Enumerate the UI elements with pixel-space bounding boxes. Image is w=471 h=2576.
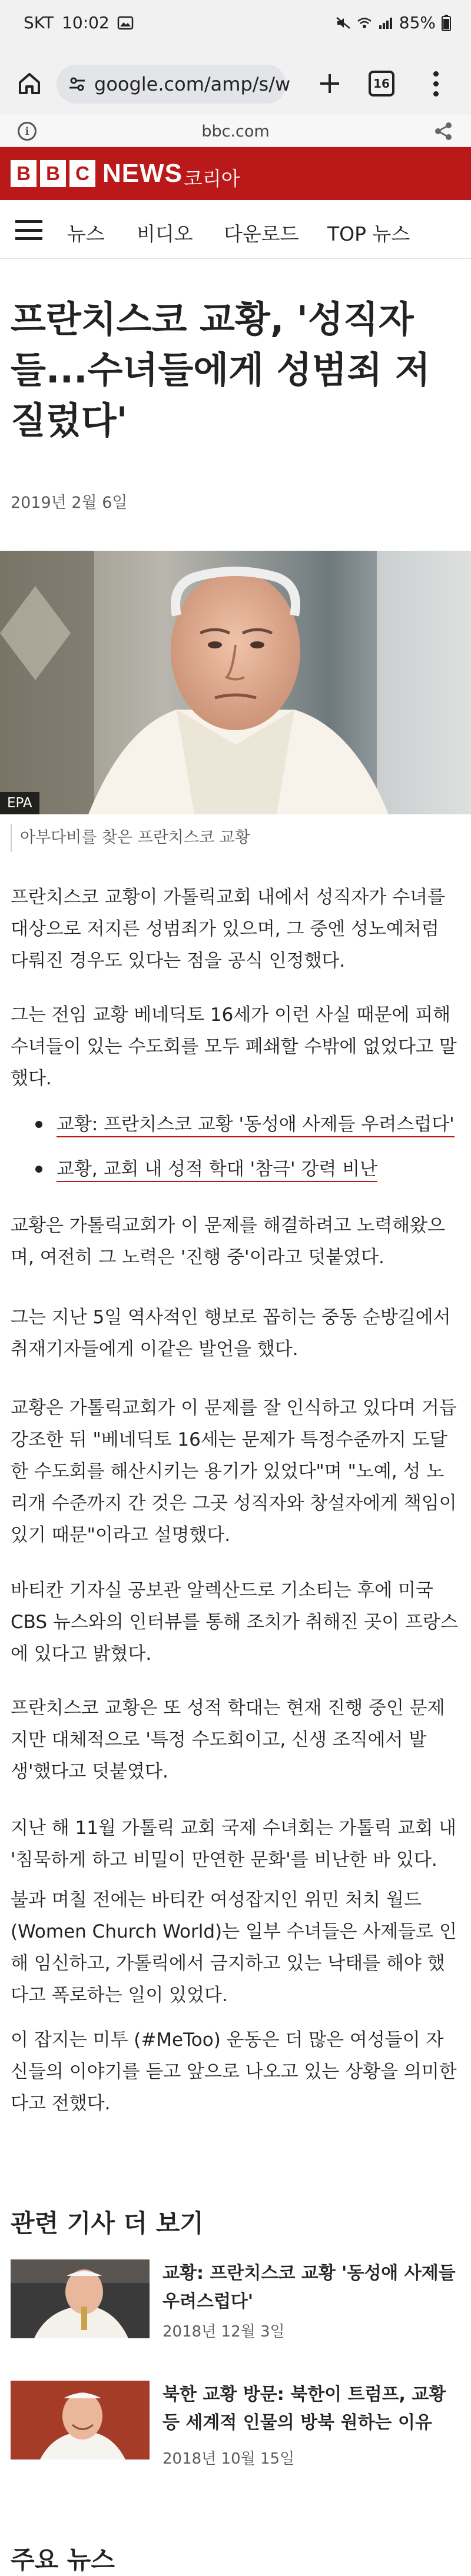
status-left (24, 13, 133, 32)
bbc-logo[interactable] (11, 160, 95, 187)
plus-icon (318, 72, 341, 95)
gallery-notification-icon (118, 16, 133, 29)
site-settings-icon[interactable] (68, 75, 86, 93)
related-headline[interactable]: 교황: 프란치스코 교황 '동성애 사제들 우려스럽다' (162, 2263, 456, 2312)
related-story[interactable] (11, 2381, 460, 2487)
nav-item-download[interactable]: 다운로드 (224, 222, 299, 245)
related-link[interactable]: 교황, 교회 내 성적 학대 '참극' 강력 비난 (57, 1159, 377, 1182)
nav-item-news[interactable]: 뉴스 (67, 222, 105, 245)
related-story[interactable] (11, 2259, 460, 2365)
signal-icon (378, 16, 393, 29)
related-links-list (35, 1109, 459, 1198)
nav-item-top-news[interactable]: TOP 뉴스 (327, 222, 410, 245)
wifi-icon (357, 16, 372, 29)
battery-icon (442, 15, 451, 31)
related-thumbnail[interactable] (11, 2381, 150, 2459)
url-text[interactable]: google.com/amp/s/w (94, 73, 291, 95)
status-bar (0, 0, 471, 52)
mute-icon (336, 16, 351, 29)
pope-photo (0, 551, 471, 814)
logo-letter: B (11, 160, 37, 187)
related-thumbnail[interactable] (11, 2259, 150, 2338)
battery-level: 85% (399, 13, 436, 32)
publish-date: 2019년 2월 6일 (11, 494, 128, 512)
article-paragraph: 그는 지난 5일 역사적인 행보로 꼽히는 중동 순방길에서 취재기자들에게 이같은 발언을 했다. (11, 1307, 451, 1360)
amp-domain-label[interactable]: bbc.com (201, 122, 270, 141)
amp-header (0, 115, 471, 147)
address-bar[interactable] (57, 65, 291, 104)
status-right (336, 13, 451, 32)
hero-image (0, 551, 471, 814)
related-section-title: 관련 기사 더 보기 (11, 2209, 204, 2238)
related-date: 2018년 10월 15일 (162, 2450, 295, 2468)
nav-item-video[interactable]: 비디오 (137, 222, 193, 245)
menu-dot-icon (433, 71, 439, 76)
tab-count: 16 (373, 76, 390, 91)
article-paragraph: 프란치스코 교황은 또 성적 학대는 현재 진행 중인 문제지만 대체적으로 '특정 수도회이고, 신생 조직에서 발생'했다고 덧붙였다. (11, 1698, 445, 1782)
news-wordmark[interactable]: NEWS (102, 159, 183, 188)
overflow-menu-button[interactable] (424, 66, 447, 101)
article-paragraph: 불과 며칠 전에는 바티칸 여성잡지인 위민 처치 월드(Women Church World)는 일부 수녀들은 사제들로 인해 임신하고, 가톨릭에서 금지하고 있는 낙태를 해야 했다고 폭로하는 일이 있었다. (11, 1889, 457, 2006)
pope-smiling-thumbnail-image (11, 2381, 150, 2459)
section-nav (0, 200, 471, 259)
article-paragraph: 이 잡지는 미투 (#MeToo) 운동은 더 많은 여성들이 자신들의 이야기를 듣고 앞으로 나오고 있는 상황을 의미한다고 전했다. (11, 2029, 457, 2114)
pope-thumbnail-image (11, 2259, 150, 2338)
related-link[interactable]: 교황: 프란치스코 교황 '동성애 사제들 우려스럽다' (57, 1114, 455, 1137)
article-paragraph: 바티칸 기자실 공보관 알렉산드로 기소티는 후에 미국 CBS 뉴스와의 인터뷰를 통해 조치가 취해진 곳이 프랑스에 있다고 밝혔다. (11, 1580, 458, 1665)
carrier-label: SKT (24, 13, 54, 32)
tab-switcher-button[interactable] (369, 71, 394, 96)
menu-dot-icon (433, 81, 439, 86)
article-paragraph: 프란치스코 교황이 가톨릭교회 내에서 성직자가 수녀를 대상으로 저지른 성범죄가 있으며, 그 중엔 성노예처럼 다뤄진 경우도 있다는 점을 공식 인정했다. (11, 887, 446, 971)
article-paragraph: 지난 해 11월 가톨릭 교회 국제 수녀회는 가톨릭 교회 내 '침묵하게 하고 비밀이 만연한 문화'를 비난한 바 있다. (11, 1818, 456, 1871)
top-stories-section-title: 주요 뉴스 (11, 2545, 115, 2574)
article-paragraph: 교황은 가톨릭교회가 이 문제를 잘 인식하고 있다며 거듭 강조한 뒤 "베네딕토 16세는 문제가 특정수준까지 도달한 수도회를 해산시키는 용기가 있었다"며 "노예, 성 노리개 수준까지 간 것은 그곳 성직자와 창설자에게 책임이 있기 때문"이라고 설명했다. (11, 1397, 457, 1546)
logo-letter: B (40, 160, 66, 187)
share-icon[interactable] (433, 121, 453, 141)
related-date: 2018년 12월 3일 (162, 2323, 285, 2341)
article-headline: 프란치스코 교황, '성직자들...수녀들에게 성범죄 저질렀다' (11, 298, 430, 442)
hamburger-menu-icon[interactable] (15, 220, 42, 240)
related-headline[interactable]: 북한 교황 방문: 북한이 트럼프, 교황 등 세계적 인물의 방북 원하는 이유 (162, 2384, 446, 2433)
related-link-item (35, 1109, 459, 1140)
home-button[interactable] (13, 67, 46, 100)
info-icon[interactable]: i (18, 122, 37, 141)
edition-label[interactable]: 코리아 (184, 167, 240, 190)
article-paragraph: 교황은 가톨릭교회가 이 문제를 해결하려고 노력해왔으며, 여전히 그 노력은 '진행 중'이라고 덧붙였다. (11, 1215, 446, 1268)
menu-dot-icon (433, 91, 439, 96)
home-icon (16, 71, 42, 96)
clock-label: 10:02 (62, 13, 110, 32)
bbc-header (0, 147, 471, 200)
article-paragraph: 그는 전임 교황 베네딕토 16세가 이런 사실 때문에 피해 수녀들이 있는 수도회를 모두 폐쇄할 수밖에 없었다고 말했다. (11, 1004, 457, 1089)
photo-credit: EPA (0, 792, 39, 814)
logo-letter: C (69, 160, 95, 187)
image-caption: 아부다비를 찾은 프란치스코 교황 (11, 824, 250, 852)
new-tab-button[interactable] (312, 66, 347, 101)
related-link-item (35, 1153, 459, 1185)
browser-toolbar (0, 52, 471, 115)
